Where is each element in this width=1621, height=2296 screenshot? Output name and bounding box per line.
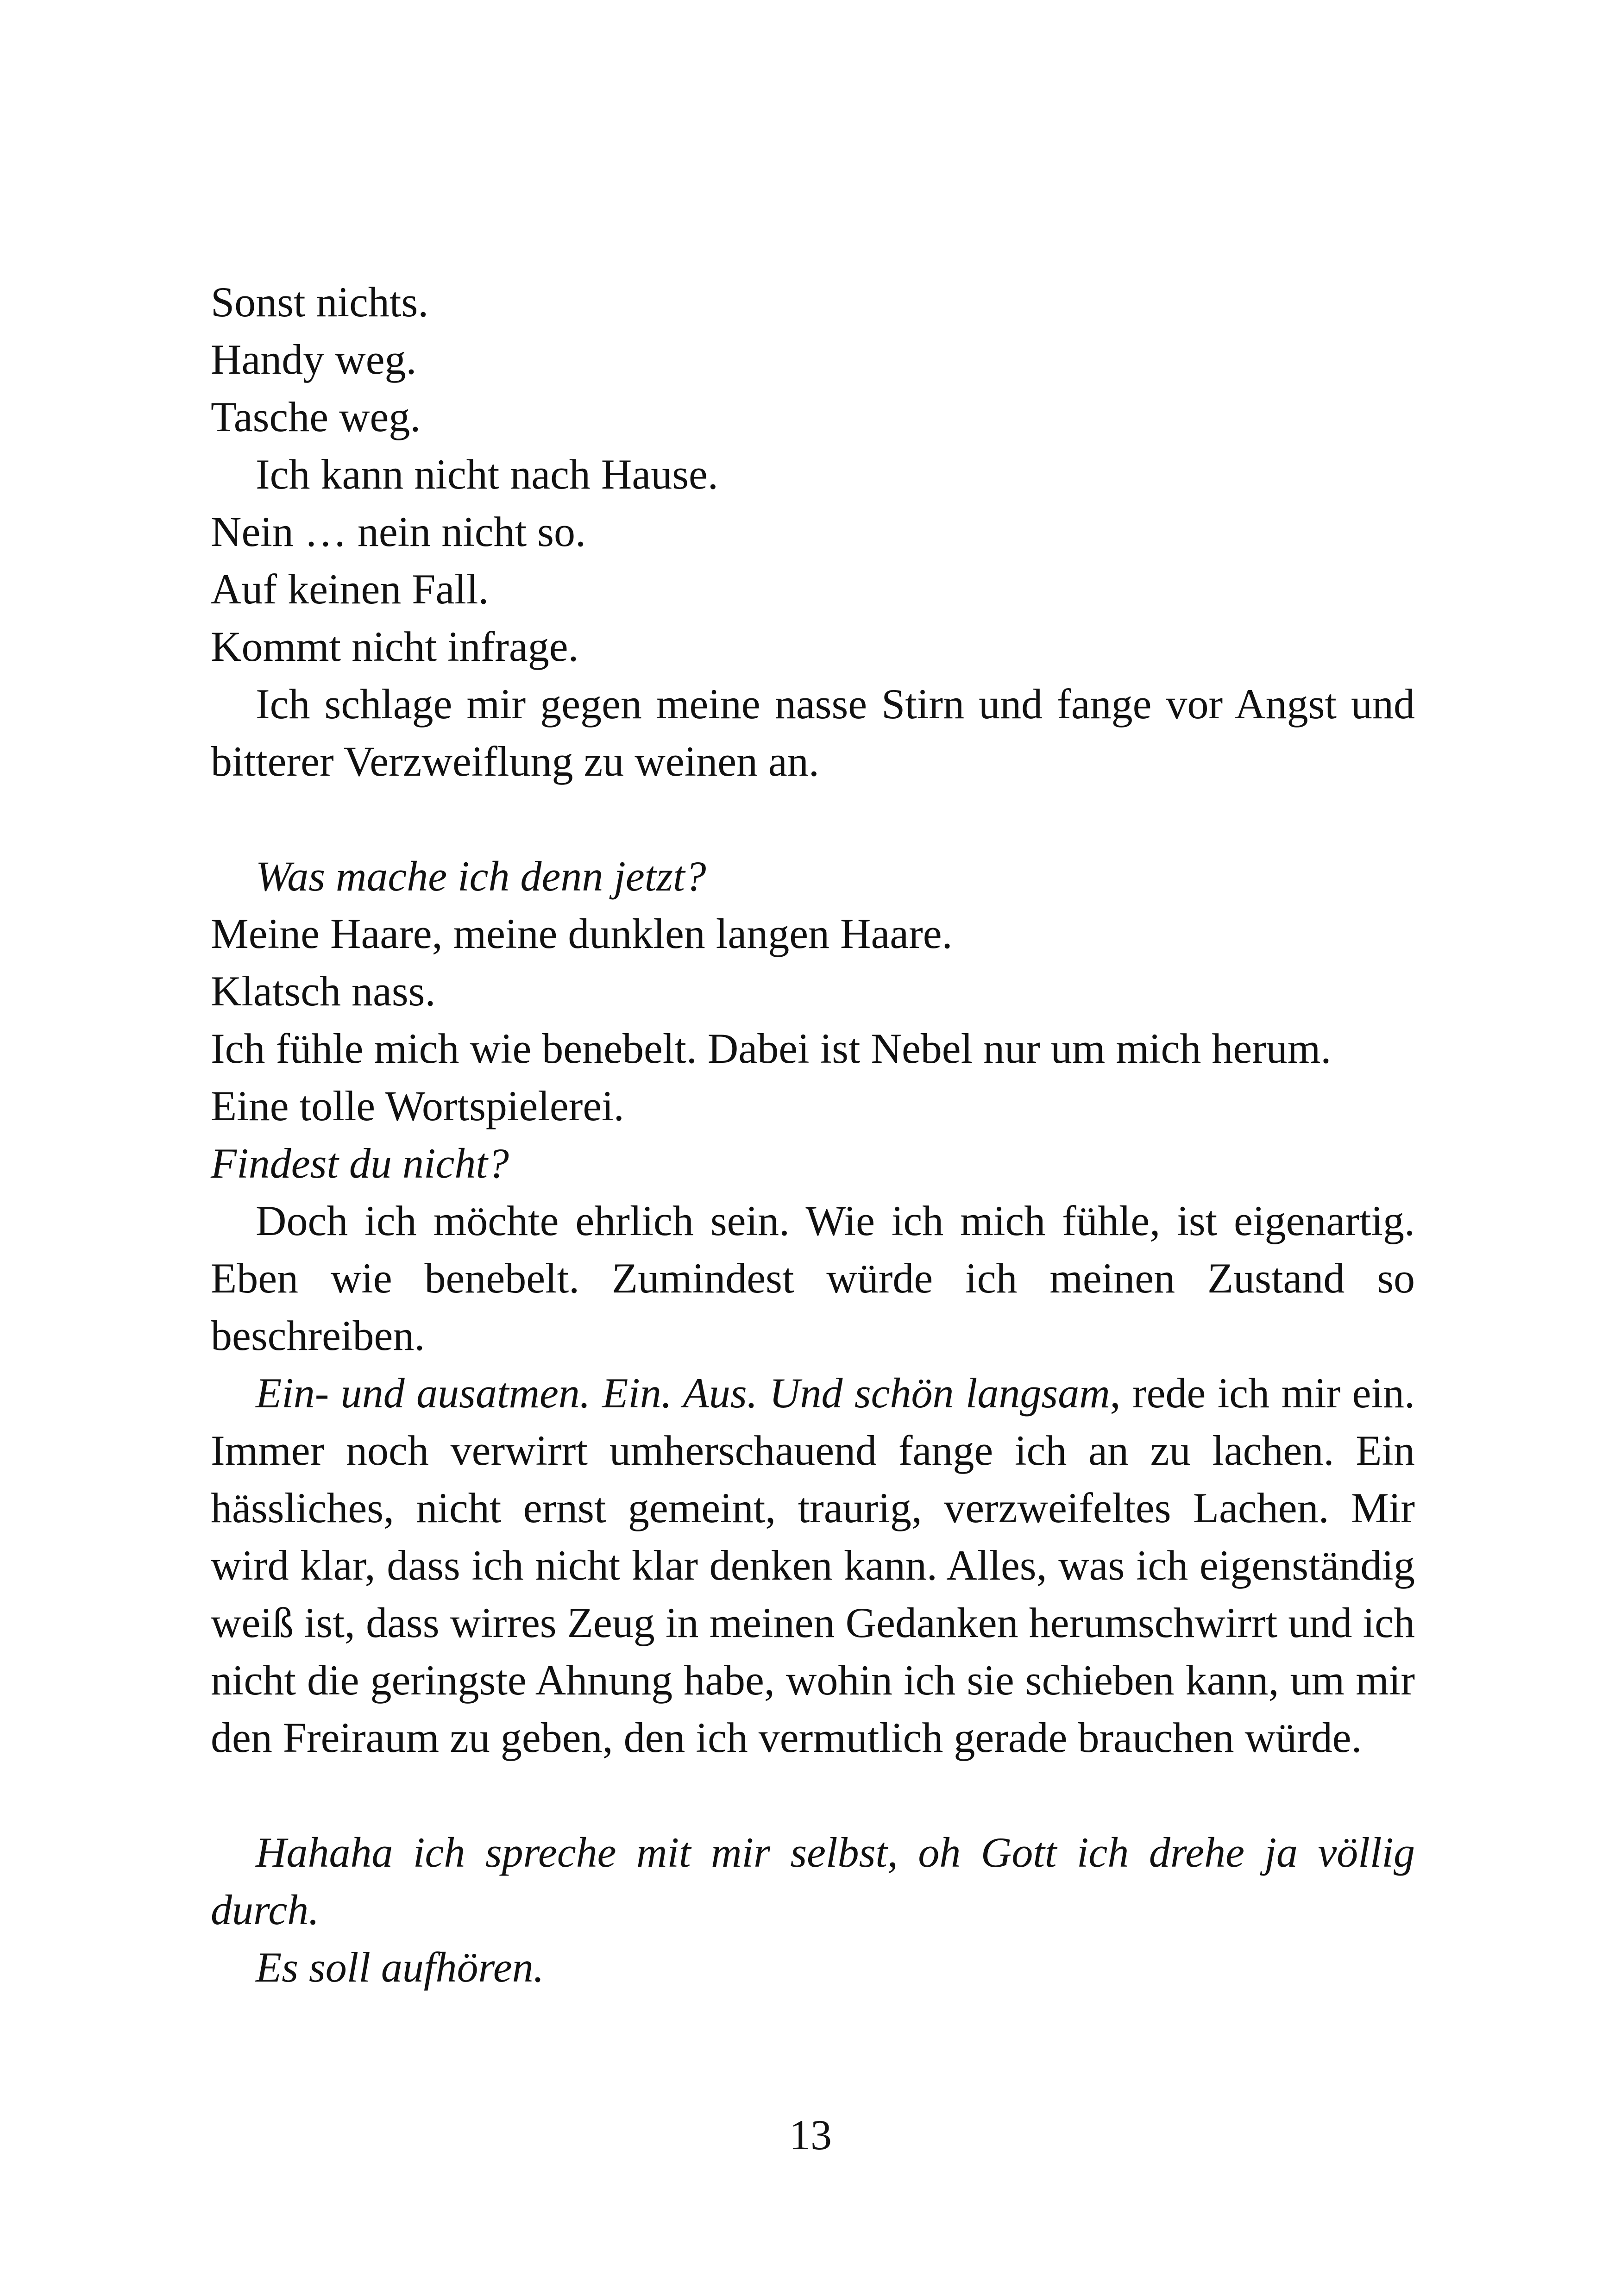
italic-line: Es soll aufhören. (256, 1944, 544, 1991)
text-line: Auf keinen Fall. (211, 565, 489, 613)
text-line: Meine Haare, meine dunklen langen Haare. (211, 910, 953, 957)
page-number: 13 (789, 2111, 832, 2158)
paragraph: Ich schlage mir gegen meine nasse Stirn und fange vor Angst und bitterer Verzweiflung zu weinen an. (211, 680, 1415, 785)
spacer (211, 790, 1415, 847)
italic-line: Findest du nicht? (211, 1140, 509, 1187)
paragraph-rest: , rede ich mir ein. Immer noch verwirrt umherschauend fange ich an zu lachen. Ein hässliches, nicht ernst gemeint, traurig, verzweifeltes Lachen. Mir wird klar, dass ich nicht klar denken kann. Alles, was ich eigenständig weiß ist, dass wirres Zeug in meinen Gedanken herumschwirrt und ich nicht die geringste Ahnung habe, wohin ich sie schieben kann, um mir den Freiraum zu geben, den ich vermutlich gerade brauchen würde. (211, 1369, 1415, 1761)
italic-paragraph: Hahaha ich spreche mit mir selbst, oh Gott ich drehe ja völlig durch. (211, 1829, 1415, 1933)
spacer (211, 1766, 1415, 1824)
text-line: Tasche weg. (211, 393, 421, 440)
text-line: Ich fühle mich wie benebelt. Dabei ist Nebel nur um mich herum. (211, 1025, 1332, 1072)
paragraph: Doch ich möchte ehrlich sein. Wie ich mich fühle, ist eigenartig. Eben wie benebelt. Zumindest würde ich meinen Zustand so beschreiben. (211, 1197, 1415, 1359)
text-line: Klatsch nass. (211, 967, 436, 1015)
italic-line: Was mache ich denn jetzt? (256, 853, 706, 900)
text-line: Kommt nicht infrage. (211, 623, 579, 670)
paragraph (211, 1364, 1415, 1766)
text-line: Eine tolle Wortspielerei. (211, 1082, 624, 1129)
text-line: Ich kann nicht nach Hause. (256, 451, 718, 498)
text-line: Sonst nichts. (211, 278, 429, 326)
italic-phrase: Ein- und ausatmen. Ein. Aus. Und schön langsam (256, 1369, 1110, 1417)
text-line: Nein … nein nicht so. (211, 508, 586, 555)
text-line: Handy weg. (211, 336, 417, 383)
body-text (211, 273, 1415, 1996)
